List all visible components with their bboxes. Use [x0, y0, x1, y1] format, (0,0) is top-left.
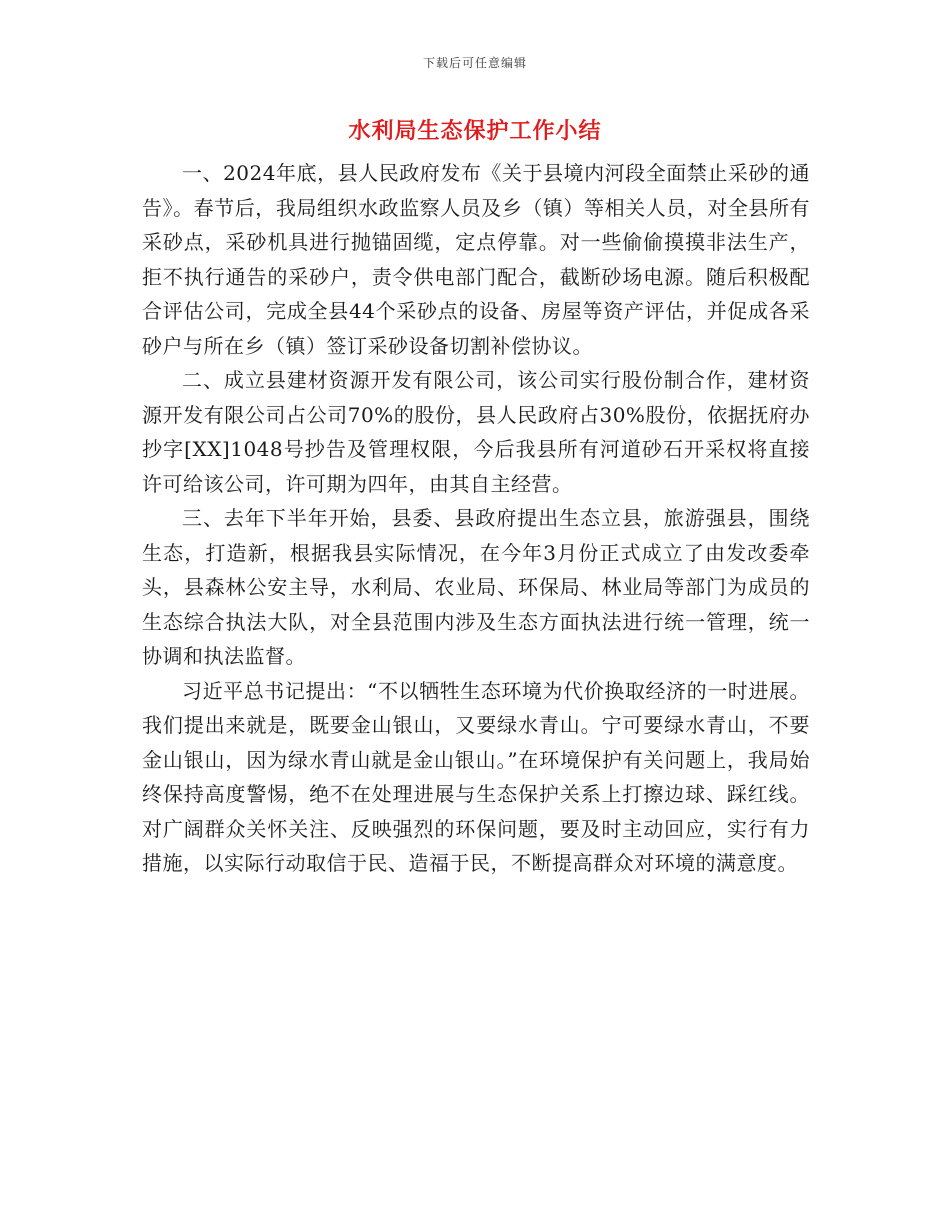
document-body — [142, 156, 810, 881]
header-note: 下载后可任意编辑 — [422, 56, 527, 70]
paragraph-2: 二、成立县建材资源开发有限公司，该公司实行股份制合作，建材资源开发有限公司占公司70%的股份，县人民政府占30%股份，依据抚府办抄字[XX]1048号抄告及管理权限，今后我县所有河道砂石开采权将直接许可给该公司，许可期为四年，由其自主经营。 — [142, 368, 810, 496]
paragraph-4: 习近平总书记提出：“不以牺牲生态环境为代价换取经济的一时进展。我们提出来就是，既要金山银山，又要绿水青山。宁可要绿水青山，不要金山银山，因为绿水青山就是金山银山。”在环境保护有关问题上，我局始终保持高度警惕，绝不在处理进展与生态保护关系上打擦边球、踩红线。对广阔群众关怀关注、反映强烈的环保问题，要及时主动回应，实行有力措施，以实际行动取信于民、造福于民，不断提高群众对环境的满意度。 — [142, 678, 810, 875]
paragraph-3: 三、去年下半年开始，县委、县政府提出生态立县，旅游强县，围绕生态，打造新，根据我县实际情况，在今年3月份正式成立了由发改委牵头，县森林公安主导，水利局、农业局、环保局、林业局等部门为成员的生态综合执法大队，对全县范围内涉及生态方面执法进行统一管理，统一协调和执法监督。 — [142, 506, 810, 668]
paragraph-1: 一、2024年底，县人民政府发布《关于县境内河段全面禁止采砂的通告》。春节后，我局组织水政监察人员及乡（镇）等相关人员，对全县所有采砂点，采砂机具进行抛锚固缆，定点停靠。对一些偷偷摸摸非法生产，拒不执行通告的采砂户，责令供电部门配合，截断砂场电源。随后积极配合评估公司，完成全县44个采砂点的设备、房屋等资产评估，并促成各采砂户与所在乡（镇）签订采砂设备切割补偿协议。 — [142, 161, 810, 358]
document-title: 水利局生态保护工作小结 — [348, 118, 602, 144]
